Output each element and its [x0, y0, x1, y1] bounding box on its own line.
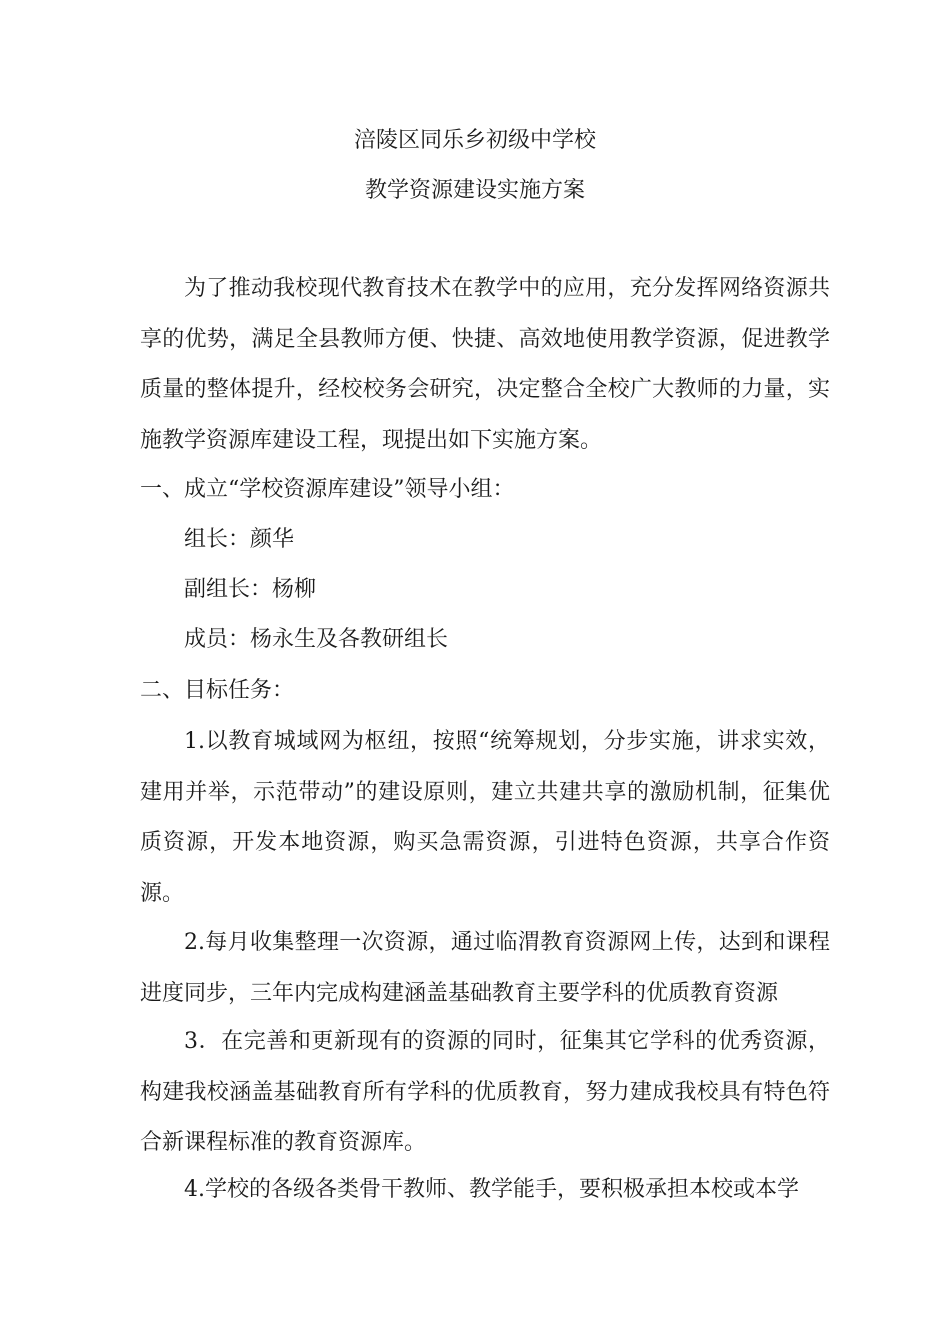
members-line: 成员：杨永生及各教研组长 — [184, 627, 449, 652]
intro-paragraph: 为了推动我校现代教育技术在教学中的应用，充分发挥网络资源共享的优势，满足全县教师方便、快捷、高效地使用教学资源，促进教学质量的整体提升，经校校务会研究，决定整合全校广大教师的力量，实施教学资源库建设工程，现提出如下实施方案。 — [140, 276, 830, 453]
section-heading-leadership: 一、成立“学校资源库建设”领导小组： — [140, 477, 515, 502]
document-title-school: 涪陵区同乐乡初级中学校 — [353, 128, 596, 153]
goal-paragraph-2: 2.每月收集整理一次资源，通过临渭教育资源网上传，达到和课程进度同步，三年内完成构建涵盖基础教育主要学科的优质教育资源 — [140, 930, 830, 1006]
section-heading-goals: 二、目标任务： — [140, 678, 295, 703]
goal-paragraph-1: 1.以教育城域网为枢纽，按照“统筹规划，分步实施，讲求实效，建用并举，示范带动”的建设原则，建立共建共享的激励机制，征集优质资源，开发本地资源，购买急需资源，引进特色资源，共享合作资源。 — [140, 729, 830, 906]
deputy-leader-line: 副组长：杨柳 — [184, 577, 317, 602]
goal-paragraph-4: 4.学校的各级各类骨干教师、教学能手，要积极承担本校或本学 — [184, 1177, 799, 1202]
document-title-plan: 教学资源建设实施方案 — [364, 178, 585, 203]
goal-paragraph-3: 3．在完善和更新现有的资源的同时，征集其它学科的优秀资源，构建我校涵盖基础教育所有学科的优质教育，努力建成我校具有特色符合新课程标准的教育资源库。 — [140, 1029, 830, 1155]
leader-line: 组长：颜华 — [184, 527, 295, 552]
